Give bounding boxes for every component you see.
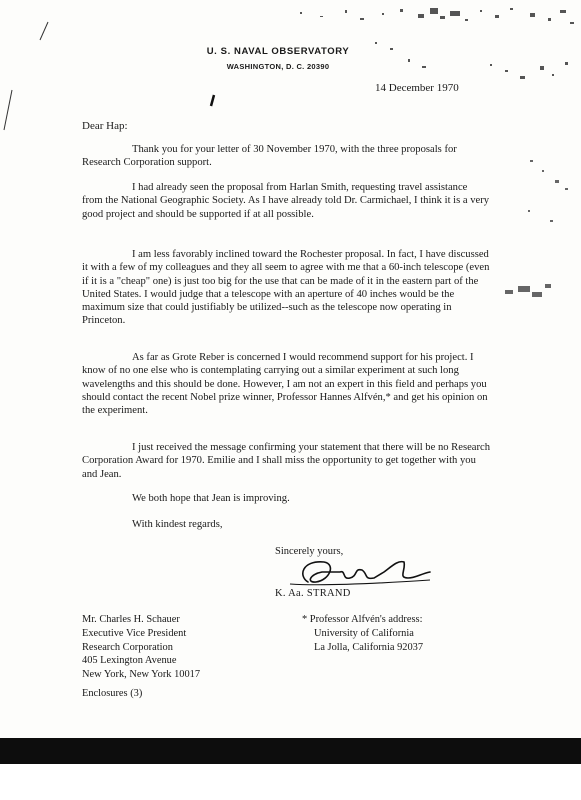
handwritten-signature bbox=[280, 552, 440, 592]
ink-mark bbox=[208, 94, 218, 108]
paragraph-1: Thank you for your letter of 30 November 1970, with the three proposals for Research Corporation support. bbox=[82, 144, 457, 169]
paragraph-4: As far as Grote Reber is concerned I would recommend support for his project. I know of no one else who is contemplating carrying out a similar experiment at such long wavelengths and this should be done. However, I am not an expert in this field and perhaps you should contact the recent Nobel prize winner, Professor Hannes Alfvén,* and get his opinion on the experiment. bbox=[82, 352, 488, 417]
recipient-address bbox=[82, 613, 200, 682]
enclosures-note: Enclosures (3) bbox=[82, 688, 143, 699]
letterhead-address: WASHINGTON, D. C. 20390 bbox=[226, 62, 330, 71]
address-line: New York, New York 10017 bbox=[82, 669, 201, 681]
paragraph-5: I just received the message confirming your statement that there will be no Research Corporation Award for 1970. Emilie and I shall miss the opportunity to get together with you and Jean. bbox=[82, 442, 491, 480]
footnote-address bbox=[302, 613, 423, 654]
footnote-heading: * Professor Alfvén's address: bbox=[302, 614, 423, 625]
scan-edge-mark bbox=[0, 20, 50, 140]
letterhead bbox=[198, 46, 358, 71]
letterhead-organization: U. S. NAVAL OBSERVATORY bbox=[206, 46, 350, 57]
address-line: Executive Vice President bbox=[82, 627, 187, 639]
address-line: Research Corporation bbox=[82, 641, 173, 653]
closing-sincerely: Sincerely yours, bbox=[275, 546, 344, 557]
paragraph-7: With kindest regards, bbox=[132, 519, 223, 530]
paragraph-2: I had already seen the proposal from Harlan Smith, requesting travel assistance from the National Geographic Society. As I have already told Dr. Carmichael, I think it is a very good project and should be supported if at all possible. bbox=[82, 182, 490, 220]
address-line: Mr. Charles H. Schauer bbox=[82, 614, 180, 625]
paragraph-6: We both hope that Jean is improving. bbox=[132, 493, 290, 504]
signer-name: K. Aa. STRAND bbox=[275, 588, 351, 599]
letter-date: 14 December 1970 bbox=[375, 82, 459, 94]
salutation: Dear Hap: bbox=[82, 120, 128, 132]
footnote-line: University of California bbox=[314, 627, 414, 639]
scan-border bbox=[0, 738, 581, 764]
address-line: 405 Lexington Avenue bbox=[82, 655, 177, 667]
paragraph-3: I am less favorably inclined toward the Rochester proposal. In fact, I have discussed it with a few of my colleagues and they all seem to agree with me that a 60-inch telescope (even if it is a "cheap" one) is just too big for the use that can be made of it in the eastern part of the United States. I would judge that a telescope with an aperture of 40 inches would be the maximum size that could justifiably be utilized--such as the telescope now operating in Princeton. bbox=[82, 249, 490, 327]
footnote-line: La Jolla, California 92037 bbox=[314, 641, 424, 653]
